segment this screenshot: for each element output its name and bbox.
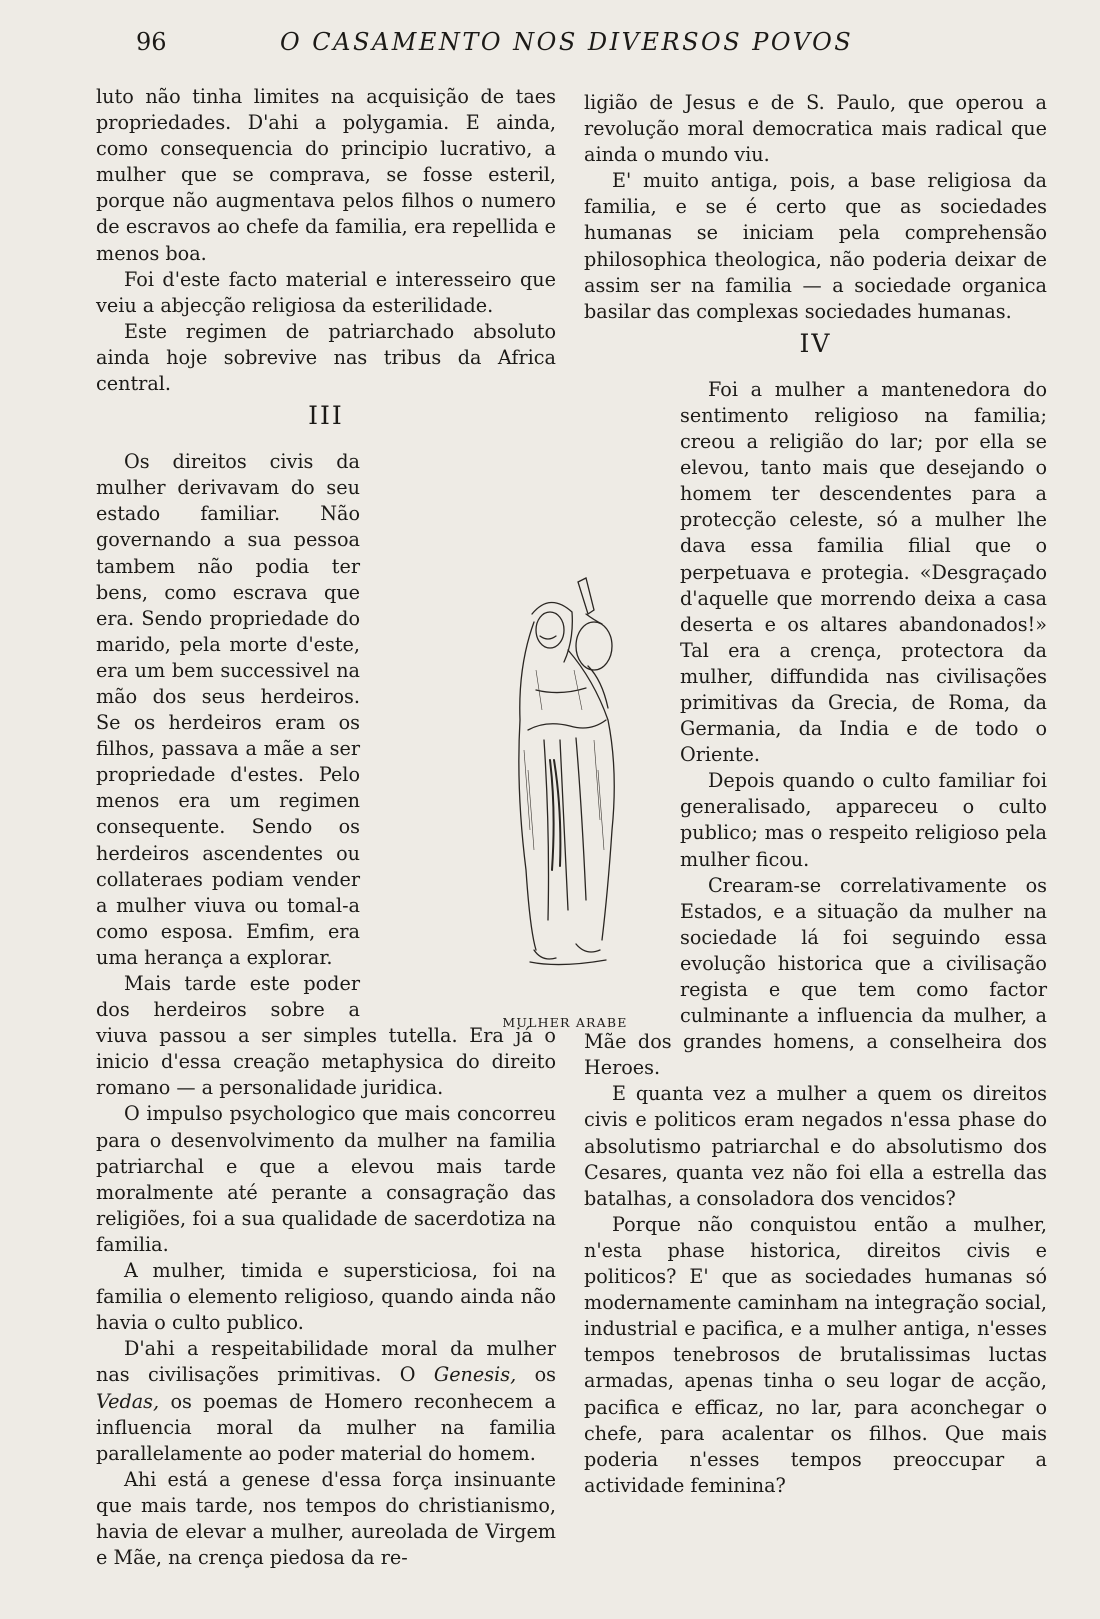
text-run: os — [516, 1363, 556, 1387]
paragraph: E' muito antiga, pois, a base religiosa da familia, e se é certo que as sociedades humanas se iniciam pela comprehensão philosophica theologica, não poderia deixar de assim ser na familia — a sociedade organica basilar das complexas sociedades humanas. — [584, 169, 1047, 323]
paragraph: Mais tarde este poder dos herdeiros sobre a viuva passou a ser simples tutella. Era já o inicio d'essa creação metaphysica do direito romano — a personalidade juridica. — [96, 972, 556, 1100]
paragraph: luto não tinha limites na acquisição de taes propriedades. D'ahi a polygamia. E ainda, como consequencia do principio lucrativo, a mulher que se comprava, se fosse esteril, porque não augmentava pelos filhos o numero de escravos ao chefe da familia, era repellida e menos boa. — [96, 85, 556, 265]
text-run: os poemas de Homero reconhecem a influencia moral da mulher na familia parallelamente ao poder material do homem. — [96, 1389, 556, 1465]
paragraph — [96, 1336, 556, 1466]
illustration-arab-woman — [490, 570, 650, 1040]
paragraph: E quanta vez a mulher a quem os direitos civis e politicos eram negados n'essa phase do absolutismo patriarchal e do absolutismo dos Cesares, quanta vez não foi ella a estrella das batalhas, a consoladora dos vencidos? — [584, 1082, 1047, 1210]
arab-woman-engraving — [490, 570, 650, 1010]
right-column — [584, 90, 1047, 1499]
section-heading-iii: III — [308, 401, 344, 431]
paragraph: O impulso psychologico que mais concorreu para o desenvolvimento da mulher na familia patriarchal e que a elevou mais tarde moralmente até perante a consagração das religiões, foi a sua qualidade de sacerdotiza na familia. — [96, 1102, 556, 1256]
paragraph: Este regimen de patriarchado absoluto ainda hoje sobrevive nas tribus da Africa central. — [96, 319, 556, 396]
page-number: 96 — [136, 28, 167, 56]
paragraph: Foi a mulher a mantenedora do sentimento religioso na familia; creou a religião do lar; por ella se elevou, tanto mais que desejando o homem ter descendentes para a protecção celeste, só a mulher lhe dava essa familia filial que o perpetuava e protegia. «Desgraçado d'aquelle que morrendo deixa a casa deserta e os altares abandonados!» Tal era a crença, protectora da mulher, diffundida nas civilisações primitivas da Grecia, de Roma, da Germania, da India e de todo o Oriente. — [680, 377, 1047, 767]
text-run: D'ahi a respeitabilidade moral da mulher nas civilisações primitivas. O — [96, 1337, 556, 1387]
book-title-genesis: Genesis, — [433, 1363, 517, 1387]
paragraph: Ahi está a genese d'essa força insinuante que mais tarde, nos tempos do christianismo, havia de elevar a mulher, aureolada de Virgem e Mãe, na crença piedosa da re- — [96, 1467, 556, 1570]
section-heading-iv: IV — [799, 328, 832, 358]
running-title: O CASAMENTO NOS DIVERSOS POVOS — [280, 28, 854, 56]
paragraph: ligião de Jesus e de S. Paulo, que operou a revolução moral democratica mais radical que ainda o mundo viu. — [584, 91, 1047, 167]
figure-caption: MULHER ARABE — [502, 1015, 628, 1030]
paragraph: Crearam-se correlativamente os Estados, e a situação da mulher na sociedade lá foi seguindo essa evolução historica que a civilisação regista e que tem como factor culminante a influencia da mulher, a Mãe dos grandes homens, a conselheira dos Heroes. — [584, 873, 1047, 1080]
page-header — [130, 28, 900, 64]
paragraph: Foi d'este facto material e interesseiro que veiu a abjecção religiosa da esterilidade. — [96, 267, 556, 317]
paragraph: Depois quando o culto familiar foi generalisado, appareceu o culto publico; mas o respeito religioso pela mulher ficou. — [680, 769, 1047, 871]
paragraph: Os direitos civis da mulher derivavam do seu estado familiar. Não governando a sua pessoa tambem não podia ter bens, como escrava que era. Sendo propriedade do marido, pela morte d'este, era um bem successivel na mão dos seus herdeiros. Se os herdeiros eram os filhos, passava a mãe a ser propriedade d'estes. Pelo menos era um regimen consequente. Sendo os herdeiros ascendentes ou collateraes podiam vender a mulher viuva ou tomal-a como esposa. Emfim, era uma herança a explorar. — [96, 450, 360, 969]
book-title-vedas: Vedas, — [96, 1389, 160, 1413]
paragraph: Porque não conquistou então a mulher, n'esta phase historica, direitos civis e politicos? E' que as sociedades humanas só modernamente caminham na integração social, industrial e pacifica, e a mulher antiga, n'esses tempos tenebrosos de brutalissimas luctas armadas, apenas tinha o seu logar de acção, pacifica e efficaz, no lar, para aconchegar o chefe, para acalentar os filhos. Que mais poderia n'esses tempos preoccupar a actividade feminina? — [584, 1212, 1047, 1497]
left-column — [96, 84, 556, 1571]
paragraph: A mulher, timida e supersticiosa, foi na familia o elemento religioso, quando ainda não havia o culto publico. — [96, 1259, 556, 1335]
